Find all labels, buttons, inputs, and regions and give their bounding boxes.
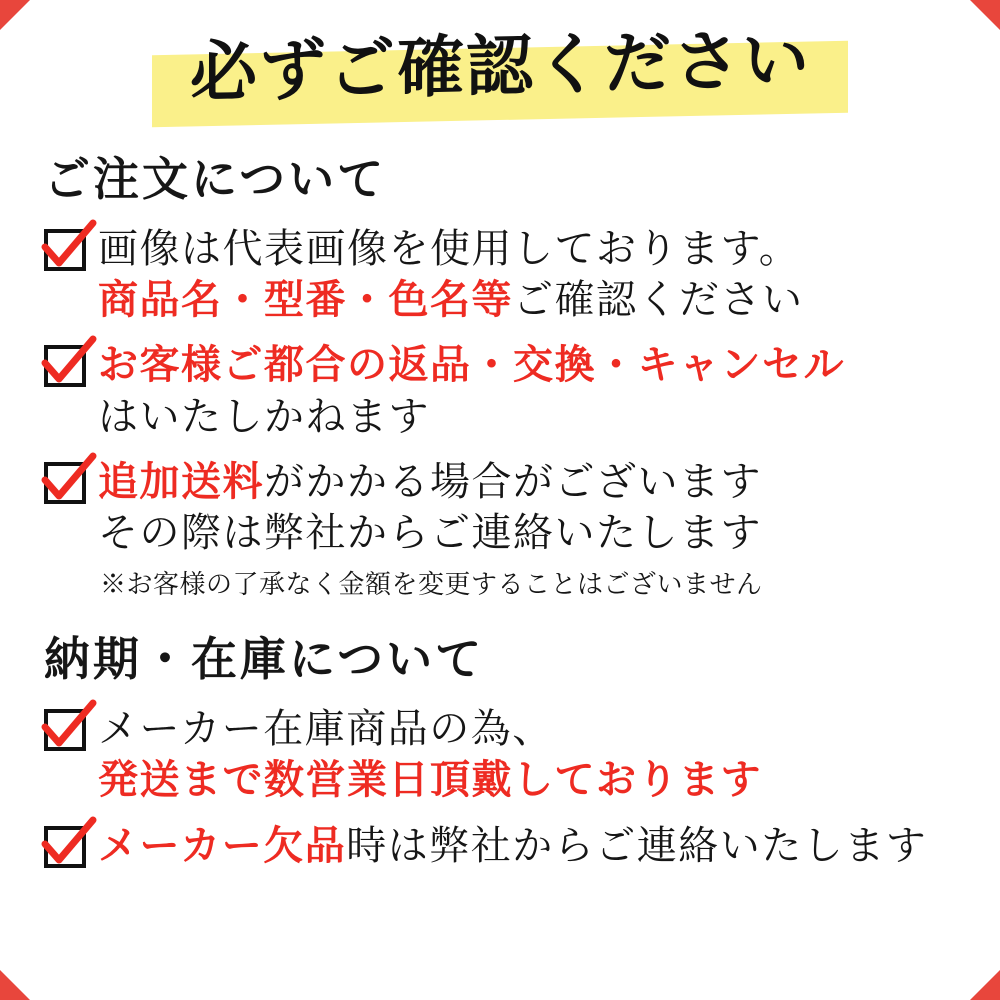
list-item-text (98, 703, 956, 805)
text-line (98, 456, 956, 507)
list-item (44, 703, 956, 805)
text-line: 発送まで数営業日頂戴しております (98, 757, 762, 803)
corner-decoration-bottom-left (0, 970, 30, 1000)
checkmark-icon (44, 345, 86, 387)
checkmark-icon (44, 462, 86, 504)
text-segment-red: 追加送料 (98, 458, 264, 504)
list-item (44, 223, 956, 325)
footnote: ※お客様の了承なく金額を変更することはございません (100, 570, 763, 600)
list-item-text (98, 339, 956, 441)
text-line: はいたしかねます (98, 393, 430, 439)
text-segment-red: 商品名・型番・色名等 (98, 277, 513, 323)
text-line (98, 274, 956, 325)
section-heading-delivery: 納期・在庫について (44, 634, 485, 686)
text-segment-black: ご確認ください (513, 277, 804, 323)
checkmark-icon (44, 709, 86, 751)
list-item-text (98, 820, 956, 871)
list-item-text (98, 456, 956, 601)
corner-decoration-top-right (970, 0, 1000, 30)
list-item (44, 339, 956, 441)
list-item-text (98, 223, 956, 325)
text-line: メーカー在庫商品の為、 (98, 706, 554, 752)
checkmark-icon (44, 229, 86, 271)
text-line (98, 820, 956, 871)
corner-decoration-bottom-right (970, 970, 1000, 1000)
text-segment-black: 時は弊社からご連絡いたします (346, 822, 928, 868)
title-block (44, 0, 956, 111)
section-heading-orders: ご注文について (44, 154, 387, 205)
checkmark-icon (44, 826, 86, 868)
text-line: その際は弊社からご連絡いたします (98, 509, 762, 555)
list-item (44, 820, 956, 871)
text-segment-red: メーカー欠品 (98, 822, 347, 868)
text-line: 画像は代表画像を使用しております。 (98, 226, 801, 271)
corner-decoration-top-left (0, 0, 30, 30)
text-segment-black: がかかる場合がございます (264, 458, 762, 504)
list-item (44, 456, 956, 601)
text-line: お客様ご都合の返品・交換・キャンセル (98, 342, 845, 388)
page-title: 必ずご確認ください (189, 23, 811, 111)
